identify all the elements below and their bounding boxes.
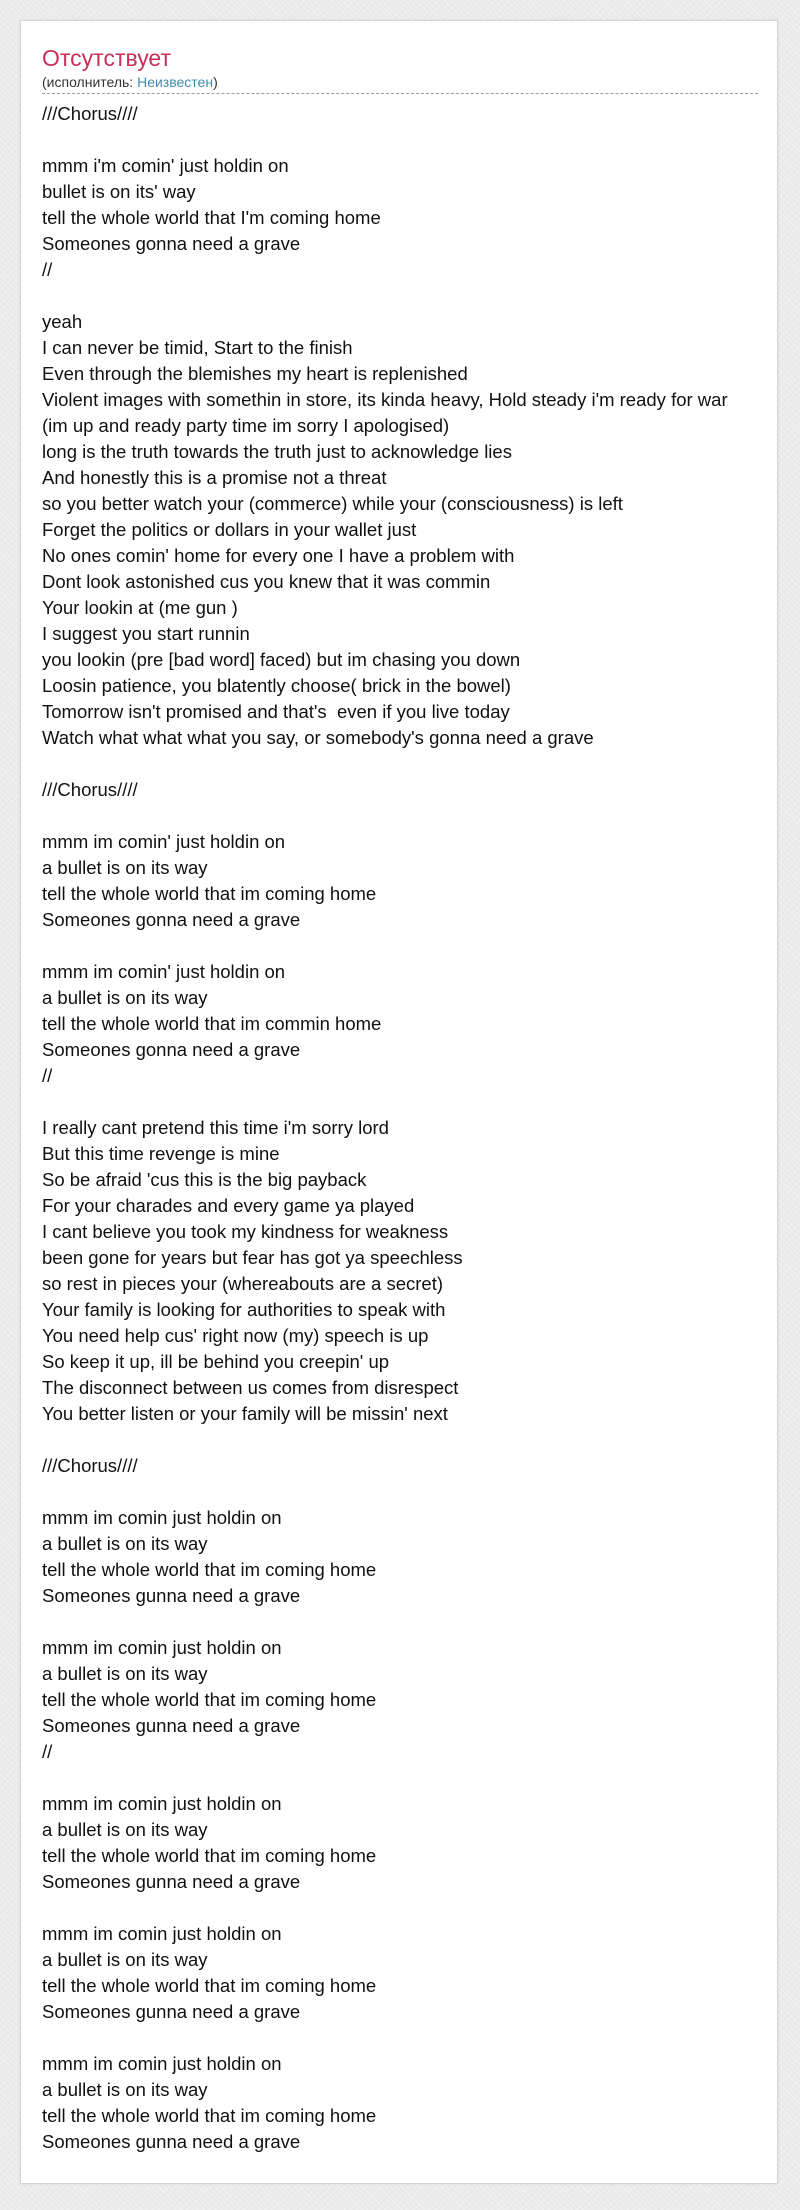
artist-line — [42, 73, 218, 91]
song-header — [42, 43, 758, 94]
song-title: Отсутствует — [42, 45, 171, 71]
lyrics-text: ///Chorus//// mmm i'm comin' just holdin on bullet is on its' way tell the whole world that I'm coming home Someones gonna need a grave // yeah I can never be timid, Start to the finish Even through the blemishes my heart is replenished Violent images with somethin in store, its kinda heavy, Hold steady i'm ready for war (im up and ready party time im sorry I apologised) long is the truth towards the truth just to acknowledge lies And honestly this is a promise not a threat so you better watch your (commerce) while your (consciousness) is left Forget the politics or dollars in your wallet just No ones comin' home for every one I have a problem with Dont look astonished cus you knew that it was commin Your lookin at (me gun ) I suggest you start runnin you lookin (pre [bad word] faced) but im chasing you down Loosin patience, you blatently choose( brick in the bowel) Tomorrow isn't promised and that's even if you live today Watch what what what you say, or somebody's gonna need a grave ///Chorus//// mmm im comin' just holdin on a bullet is on its way tell the whole world that im coming home Someones gonna need a grave mmm im comin' just holdin on a bullet is on its way tell the whole world that im commin home Someones gonna need a grave // I really cant pretend this time i'm sorry lord But this time revenge is mine So be afraid 'cus this is the big payback For your charades and every game ya played I cant believe you took my kindness for weakness been gone for years but fear has got ya speechless so rest in pieces your (whereabouts are a secret) Your family is looking for authorities to speak with You need help cus' right now (my) speech is up So keep it up, ill be behind you creepin' up The disconnect between us comes from disrespect You better listen or your family will be missin' next ///Chorus//// mmm im comin just holdin on a bullet is on its way tell the whole world that im coming home Someones gunna need a grave mmm im comin just holdin on a bullet is on its way tell the whole world that im coming home Someones gunna need a grave // mmm im comin just holdin on a bullet is on its way tell the whole world that im coming home Someones gunna need a grave mmm im comin just holdin on a bullet is on its way tell the whole world that im coming home Someones gunna need a grave mmm im comin just holdin on a bullet is on its way tell the whole world that im coming home Someones gunna need a grave — [42, 103, 728, 2152]
artist-link[interactable]: Неизвестен — [137, 74, 214, 90]
lyrics-card — [20, 20, 778, 2184]
artist-prefix: (исполнитель: — [42, 74, 138, 90]
artist-suffix: ) — [213, 74, 218, 90]
